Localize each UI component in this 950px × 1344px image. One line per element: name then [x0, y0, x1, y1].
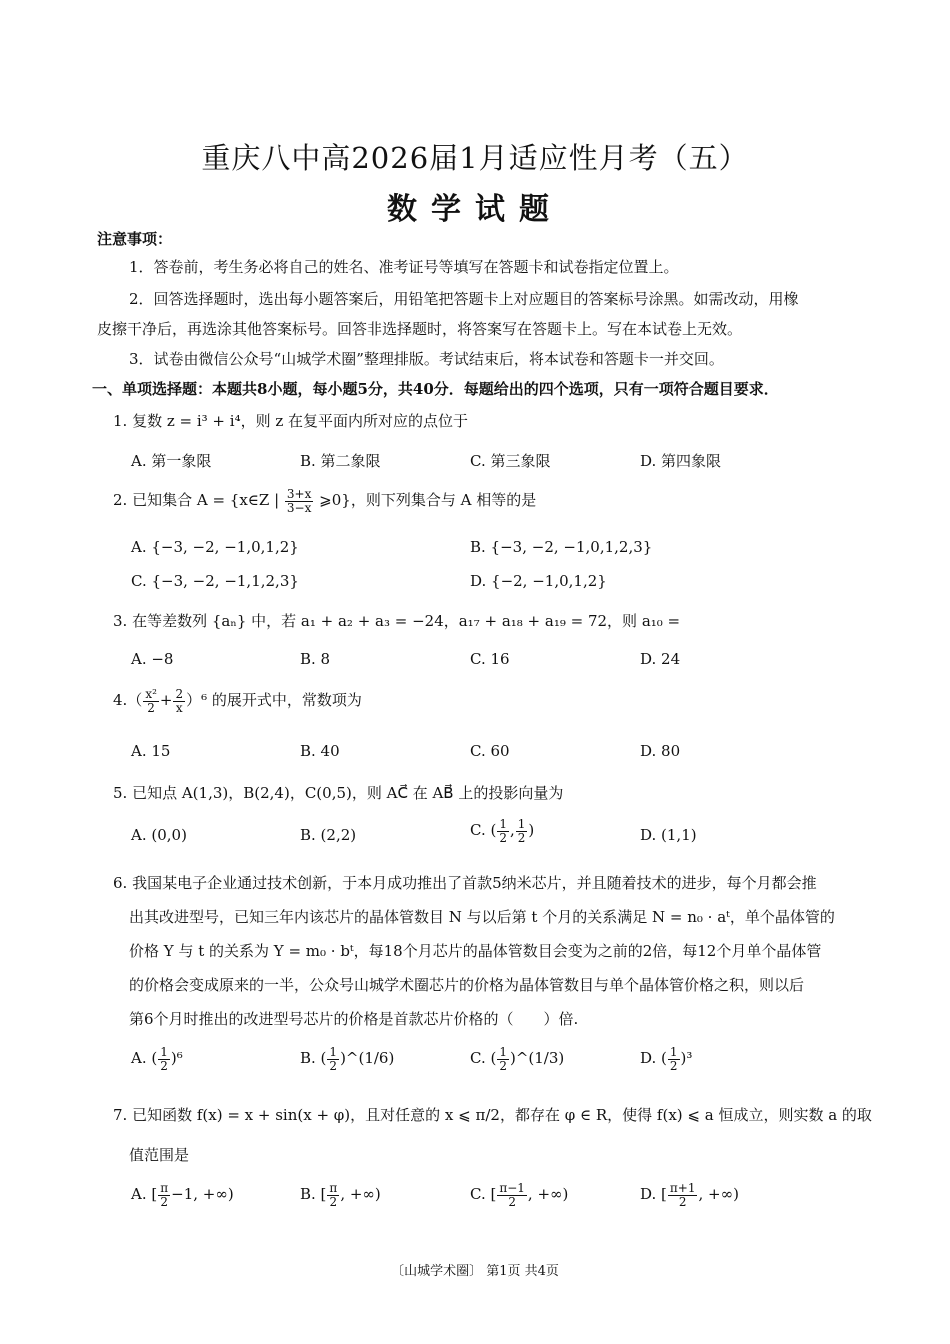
q6-a-num: 1: [160, 1045, 168, 1059]
q4-plus: +: [159, 691, 173, 710]
q2-frac-num: 3+x: [286, 487, 312, 501]
notice-2-cont: 皮擦干净后，再选涂其他答案标号。回答非选择题时，将答案写在答题卡上。写在本试卷上无效。: [97, 320, 743, 338]
q5-c-sep: ,: [509, 821, 515, 840]
notices-heading: 注意事项：: [97, 230, 173, 248]
q2-option-d: D. {−2, −1,0,1,2}: [470, 572, 607, 590]
q6-b-post: )^(1/6): [340, 1049, 395, 1068]
q7-a-num: π: [160, 1181, 169, 1195]
q4-option-c: C. 60: [470, 742, 510, 760]
q1-option-c: C. 第三象限: [470, 452, 551, 470]
section-1-heading: 一、单项选择题：本题共8小题，每小题5分，共40分．每题给出的四个选项，只有一项符合题目要求．: [92, 380, 779, 398]
q5-option-b: B. (2,2): [300, 826, 357, 844]
q6-d-pre: D. (: [640, 1049, 667, 1068]
q5-c-frac-2: [516, 818, 528, 844]
q6-b-pre: B. (: [300, 1049, 327, 1068]
q5-stem: 5. 已知点 A(1,3)，B(2,4)，C(0,5)，则 AC⃗ 在 AB⃗ 上的投影向量为: [113, 784, 564, 802]
q6-option-c: [470, 1046, 564, 1072]
q2-stem: [113, 488, 536, 514]
q5-c-den-1: 2: [499, 830, 507, 845]
q6-a-pre: A. (: [131, 1049, 158, 1068]
q7-b-num: π: [329, 1181, 338, 1195]
q1-option-b: B. 第二象限: [300, 452, 381, 470]
q5-option-a: A. (0,0): [131, 826, 187, 844]
q4-f2-num: 2: [175, 687, 184, 701]
exam-title: 重庆八中高2026届1月适应性月考（五）: [201, 141, 749, 175]
q1-option-d: D. 第四象限: [640, 452, 722, 470]
q6-c-pre: C. (: [470, 1049, 497, 1068]
q4-f2-den: x: [175, 700, 183, 715]
q4-option-d: D. 80: [640, 742, 681, 760]
q7-c-den: 2: [508, 1194, 516, 1209]
q6-b-frac: [327, 1046, 339, 1072]
q6-line-1: 6. 我国某电子企业通过技术创新，于本月成功推出了首款5纳米芯片，并且随着技术的进步，每个月都会推: [113, 874, 817, 892]
q6-d-num: 1: [669, 1045, 678, 1059]
q6-line-5: 第6个月时推出的改进型号芯片的价格是首款芯片价格的（ ）倍.: [129, 1010, 579, 1028]
q4-stem: [113, 688, 362, 714]
page-footer: 〔山城学术圈〕 第1页 共4页: [391, 1264, 559, 1279]
q6-c-den: 2: [499, 1058, 507, 1073]
q2-fraction: [285, 488, 313, 514]
q4-stem-pre: 4.（: [113, 691, 143, 710]
q7-option-d: [640, 1182, 739, 1208]
q7-b-frac: [327, 1182, 339, 1208]
q7-line-1: 7. 已知函数 f(x) = x + sin(x + φ)，且对任意的 x ⩽ π/2，都存在 φ ∈ R，使得 f(x) ⩽ a 恒成立，则实数 a 的取: [113, 1106, 872, 1124]
q1-option-a: A. 第一象限: [131, 452, 212, 470]
q7-b-post: , +∞): [340, 1185, 381, 1204]
q7-line-2: 值范围是: [129, 1146, 190, 1164]
q4-f1-num: x²: [145, 687, 157, 701]
q3-option-b: B. 8: [300, 650, 331, 668]
q7-a-post: −1, +∞): [171, 1185, 234, 1204]
q7-d-frac: [668, 1182, 698, 1208]
q6-c-post: )^(1/3): [509, 1049, 565, 1068]
q6-option-d: [640, 1046, 692, 1072]
q6-c-frac: [497, 1046, 509, 1072]
q6-a-den: 2: [160, 1058, 168, 1073]
q7-a-pre: A. [: [131, 1185, 158, 1204]
q7-option-b: [300, 1182, 381, 1208]
q5-c-num-1: 1: [499, 817, 507, 831]
q2-stem-post: ⩾0}，则下列集合与 A 相等的是: [319, 491, 537, 510]
q5-c-den-2: 2: [517, 830, 526, 845]
q7-c-pre: C. [: [470, 1185, 497, 1204]
q5-c-post: ): [528, 821, 535, 840]
q2-option-c: C. {−3, −2, −1,1,2,3}: [131, 572, 299, 590]
q4-f1-den: 2: [147, 700, 155, 715]
q6-d-post: )³: [680, 1049, 693, 1068]
q5-c-num-2: 1: [517, 817, 526, 831]
q7-d-den: 2: [678, 1194, 687, 1209]
q6-a-frac: [158, 1046, 170, 1072]
q6-line-2: 出其改进型号，已知三年内该芯片的晶体管数目 N 与以后第 t 个月的关系满足 N = n₀ · aᵗ，单个晶体管的: [129, 908, 835, 926]
q7-b-den: 2: [329, 1194, 338, 1209]
q3-option-c: C. 16: [470, 650, 510, 668]
q7-b-pre: B. [: [300, 1185, 327, 1204]
q7-a-frac: [158, 1182, 170, 1208]
q7-a-den: 2: [160, 1194, 168, 1209]
exam-subtitle: 数学试题: [387, 192, 563, 227]
q3-stem: 3. 在等差数列 {aₙ} 中，若 a₁ + a₂ + a₃ = −24，a₁₇ + a₁₈ + a₁₉ = 72，则 a₁₀ =: [113, 612, 681, 630]
q7-c-frac: [497, 1182, 527, 1208]
q4-stem-post: ）⁶ 的展开式中，常数项为: [186, 691, 362, 710]
notice-1: 1．答卷前，考生务必将自己的姓名、准考证号等填写在答题卡和试卷指定位置上。: [129, 258, 679, 276]
q5-c-pre: C. (: [470, 821, 497, 840]
q6-d-den: 2: [669, 1058, 678, 1073]
q6-c-num: 1: [499, 1045, 507, 1059]
q6-line-3: 价格 Y 与 t 的关系为 Y = m₀ · bᵗ，每18个月芯片的晶体管数目会变为之前的2倍，每12个月单个晶体管: [129, 942, 822, 960]
q6-option-b: [300, 1046, 394, 1072]
q4-option-b: B. 40: [300, 742, 340, 760]
q7-c-post: , +∞): [527, 1185, 569, 1204]
q6-a-post: )⁶: [170, 1049, 183, 1068]
q3-option-d: D. 24: [640, 650, 681, 668]
q6-option-a: [131, 1046, 183, 1072]
q4-option-a: A. 15: [131, 742, 171, 760]
q7-option-c: [470, 1182, 568, 1208]
q5-option-d: D. (1,1): [640, 826, 697, 844]
q7-d-post: , +∞): [698, 1185, 739, 1204]
q6-line-4: 的价格会变成原来的一半，公众号山城学术圈芯片的价格为晶体管数目与单个晶体管价格之积，则以后: [129, 976, 805, 994]
q7-c-num: π−1: [499, 1181, 525, 1195]
q2-stem-pre: 2. 已知集合 A = {x∈Z |: [113, 491, 280, 510]
q2-option-a: A. {−3, −2, −1,0,1,2}: [131, 538, 299, 556]
q6-b-den: 2: [329, 1058, 338, 1073]
q2-option-b: B. {−3, −2, −1,0,1,2,3}: [470, 538, 653, 556]
notice-2: 2．回答选择题时，选出每小题答案后，用铅笔把答题卡上对应题目的答案标号涂黑。如需改动，用橡: [129, 290, 799, 308]
q7-d-num: π+1: [669, 1181, 696, 1195]
q6-b-num: 1: [329, 1045, 338, 1059]
q4-fraction-2: [173, 688, 185, 714]
q7-d-pre: D. [: [640, 1185, 667, 1204]
q5-option-c: [470, 818, 534, 844]
notice-3: 3．试卷由微信公众号“山城学术圈”整理排版。考试结束后，将本试卷和答题卡一并交回。: [129, 350, 724, 368]
q1-stem: 1. 复数 z = i³ + i⁴，则 z 在复平面内所对应的点位于: [113, 412, 469, 430]
q5-c-frac-1: [497, 818, 509, 844]
q3-option-a: A. −8: [131, 650, 174, 668]
q4-fraction-1: [143, 688, 159, 714]
q7-option-a: [131, 1182, 234, 1208]
q6-d-frac: [668, 1046, 680, 1072]
q2-frac-den: 3−x: [286, 500, 312, 515]
